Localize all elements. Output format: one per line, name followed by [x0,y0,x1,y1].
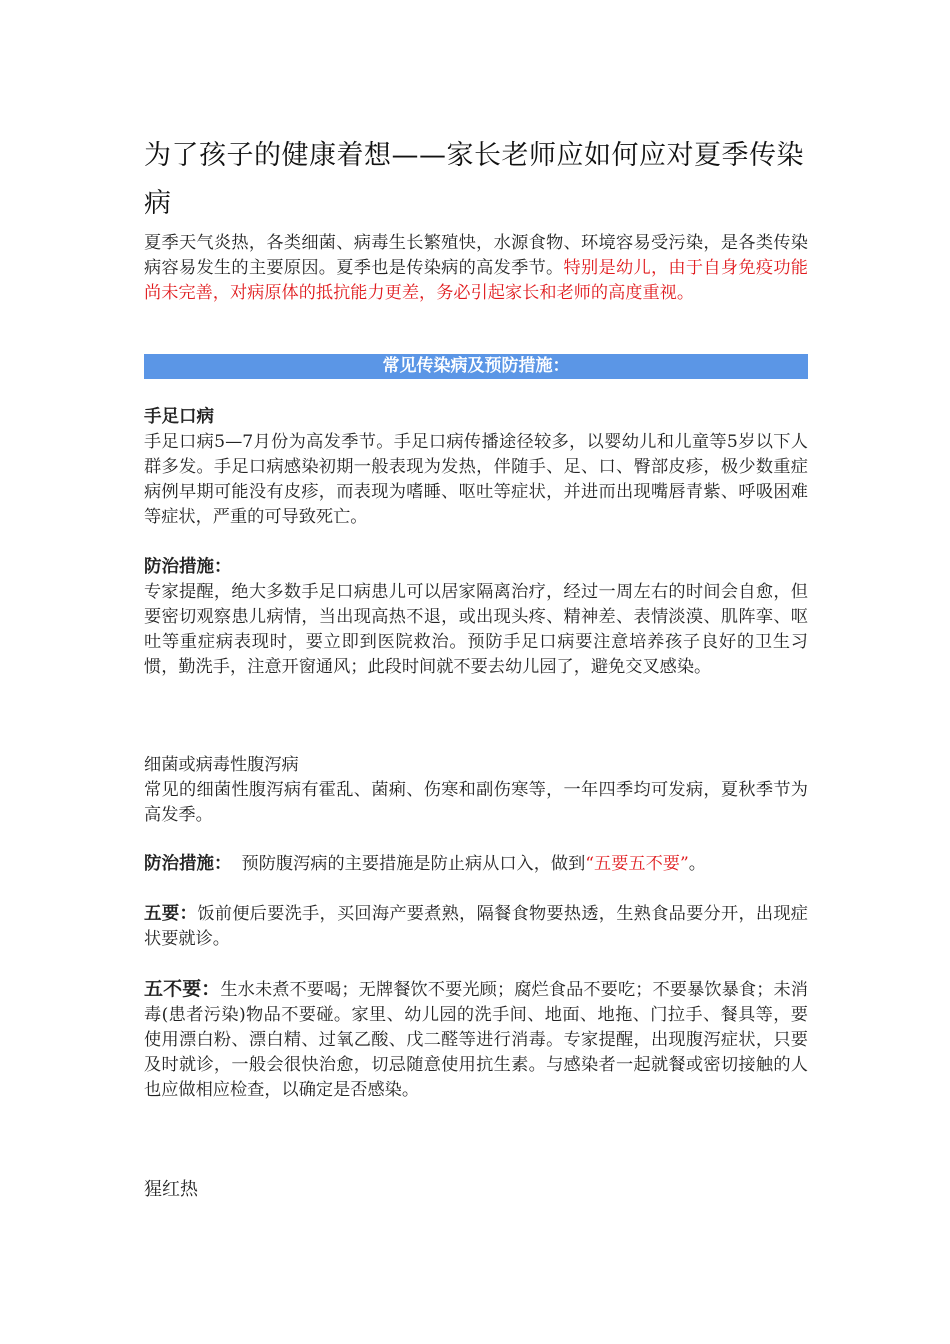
hfmd-prevention-heading: 防治措施： [144,557,232,577]
five-do-section [144,902,808,952]
scarlet-section [144,1177,808,1202]
diarrhea-prevention-line [144,852,808,877]
diarrhea-heading: 细菌或病毒性腹泻病 [144,755,299,775]
scarlet-heading: 猩红热 [144,1179,198,1200]
diarrhea-prevention-heading: 防治措施： [144,854,232,874]
intro-paragraph [144,231,808,306]
diarrhea-prevention-text: 预防腹泻病的主要措施是防止病从口入，做到 [241,854,586,874]
page-title: 为了孩子的健康着想——家长老师应如何应对夏季传染病 [144,140,804,219]
five-do-body: 饭前便后要洗手，买回海产要煮熟，隔餐食物要热透，生熟食品要分开，出现症状要就诊。 [144,904,808,949]
hfmd-heading: 手足口病 [144,407,214,427]
five-dont-section [144,977,808,1103]
diarrhea-prevention [144,852,808,877]
five-dont-paragraph [144,977,808,1103]
five-do-paragraph [144,902,808,952]
hfmd-body: 手足口病5—7月份为高发季节。手足口病传播途径较多，以婴幼儿和儿童等5岁以下人群多发。手足口病感染初期一般表现为发热，伴随手、足、口、臀部皮疹，极少数重症病例早期可能没有皮疹，而表现为嗜睡、呕吐等症状，并进而出现嘴唇青紫、呼吸困难等症状，严重的可导致死亡。 [144,432,808,527]
diarrhea-prevention-quote: “五要五不要” [585,854,689,874]
diarrhea-prevention-end: 。 [688,854,706,874]
section-banner: 常见传染病及预防措施： [144,354,808,379]
five-dont-body: 生水未煮不要喝；无牌餐饮不要光顾；腐烂食品不要吃；不要暴饮暴食；未消毒(患者污染)物品不要碰。家里、幼儿园的洗手间、地面、地拖、门拉手、餐具等，要使用漂白粉、漂白精、过氧乙酸、戊二醛等进行消毒。专家提醒，出现腹泻症状，只要及时就诊，一般会很快治愈，切忌随意使用抗生素。与感染者一起就餐或密切接触的人也应做相应检查，以确定是否感染。 [144,980,808,1100]
diarrhea-body: 常见的细菌性腹泻病有霍乱、菌痢、伤寒和副伤寒等，一年四季均可发病，夏秋季节为高发季。 [144,780,808,825]
five-dont-heading: 五不要： [144,978,221,1000]
intro-highlight: 特别是幼儿，由于自身免疫功能尚未完善，对病原体的抵抗能力更差，务必引起家长和老师的高度重视。 [144,258,808,303]
hfmd-prevention-section [144,554,808,680]
intro-text: 夏季天气炎热，各类细菌、病毒生长繁殖快，水源食物、环境容易受污染，是各类传染病容易发生的主要原因。夏季也是传染病的高发季节。 [144,233,808,278]
hfmd-section [144,404,808,530]
diarrhea-section [144,753,808,828]
five-do-heading: 五要： [144,904,198,924]
hfmd-prevention-body: 专家提醒，绝大多数手足口病患儿可以居家隔离治疗，经过一周左右的时间会自愈，但要密切观察患儿病情，当出现高热不退，或出现头疼、精神差、表情淡漠、肌阵挛、呕吐等重症病表现时，要立即到医院救治。预防手足口病要注意培养孩子良好的卫生习惯，勤洗手，注意开窗通风；此段时间就不要去幼儿园了，避免交叉感染。 [144,582,808,677]
